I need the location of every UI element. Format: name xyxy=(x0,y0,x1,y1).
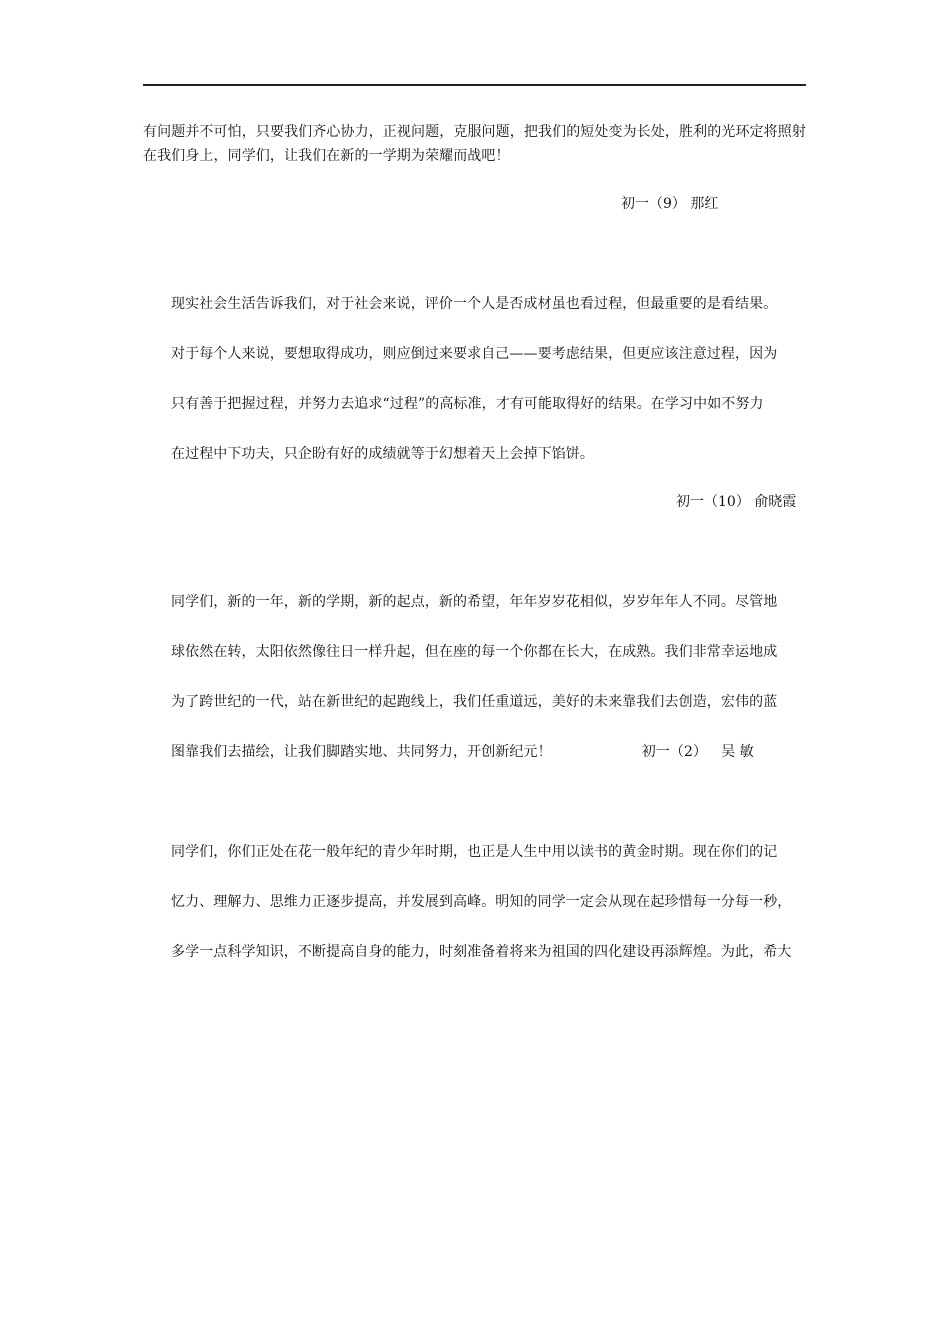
paragraph: 同学们，你们正处在花一般年纪的青少年时期，也正是人生中用以读书的黄金时期。现在你们的记 xyxy=(171,844,778,860)
author-signature: 初一（10） 俞晓霞 xyxy=(676,494,797,510)
author-signature: 初一（9） 那红 xyxy=(621,196,719,212)
signature-name: 吴 敏 xyxy=(721,744,754,760)
header-rule xyxy=(143,84,806,86)
author-signature xyxy=(614,740,754,764)
essay-block-3 xyxy=(143,590,806,764)
essay-block-1 xyxy=(143,120,806,216)
paragraph: 球依然在转，太阳依然像往日一样升起，但在座的每一个你都在长大，在成熟。我们非常幸运地成 xyxy=(171,644,778,660)
paragraph: 同学们，新的一年，新的学期，新的起点，新的希望，年年岁岁花相似，岁岁年年人不同。尽管地 xyxy=(171,594,778,610)
essay-block-2 xyxy=(143,292,806,514)
paragraph: 只有善于把握过程，并努力去追求“过程”的高标准，才有可能取得好的结果。在学习中如不努力 xyxy=(171,396,764,412)
paragraph: 有问题并不可怕，只要我们齐心协力，正视问题，克服问题，把我们的短处变为长处，胜利的光环定将照射在我们身上，同学们，让我们在新的一学期为荣耀而战吧！ xyxy=(143,124,806,164)
document-body xyxy=(143,120,806,964)
paragraph-text: 图靠我们去描绘，让我们脚踏实地、共同努力，开创新纪元！ xyxy=(171,744,552,760)
paragraph: 现实社会生活告诉我们，对于社会来说，评价一个人是否成材虽也看过程，但最重要的是看结果。 xyxy=(171,296,778,312)
paragraph: 忆力、理解力、思维力正逐步提高，并发展到高峰。明知的同学一定会从现在起珍惜每一分每一秒， xyxy=(171,894,792,910)
essay-block-4 xyxy=(143,840,806,964)
paragraph: 为了跨世纪的一代，站在新世纪的起跑线上，我们任重道远，美好的未来靠我们去创造，宏伟的蓝 xyxy=(171,694,778,710)
paragraph: 多学一点科学知识，不断提高自身的能力，时刻准备着将来为祖国的四化建设再添辉煌。为此，希大 xyxy=(171,944,792,960)
paragraph: 在过程中下功夫，只企盼有好的成绩就等于幻想着天上会掉下馅饼。 xyxy=(171,446,594,462)
paragraph-with-signature xyxy=(143,740,806,764)
signature-class: 初一（2） xyxy=(641,744,708,760)
paragraph: 对于每个人来说，要想取得成功，则应倒过来要求自己——要考虑结果，但更应该注意过程，因为 xyxy=(171,346,778,362)
